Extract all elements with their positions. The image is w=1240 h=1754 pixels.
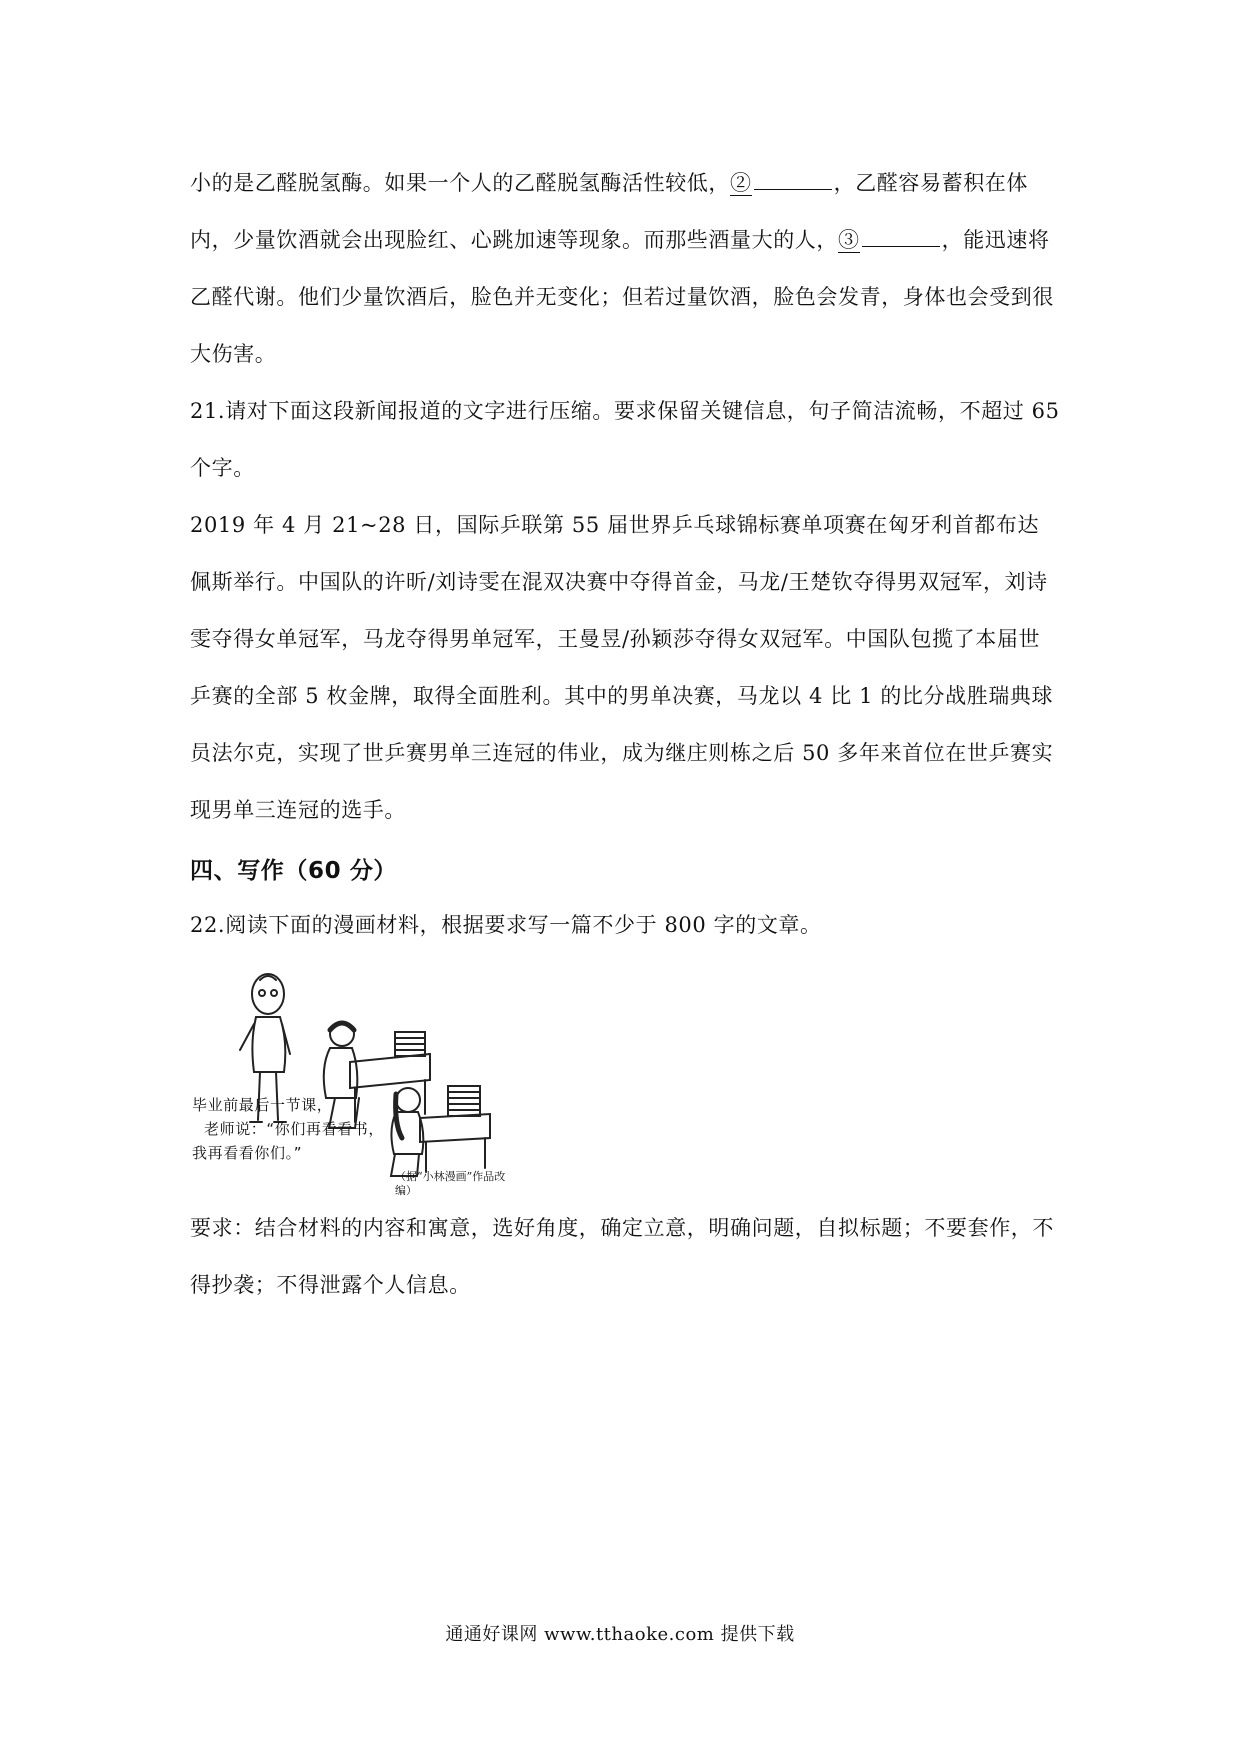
- student-head-right: [396, 1088, 420, 1112]
- cartoon-handwriting-3: 我再看看你们。”: [192, 1144, 303, 1162]
- teacher-body: [252, 1017, 285, 1072]
- fill-blank-2: [754, 165, 832, 190]
- teacher-head: [252, 974, 284, 1014]
- book-stack-left: [395, 1032, 425, 1056]
- section-writing-heading: 四、写作（60 分）: [190, 858, 398, 884]
- cartoon-caption: （据“小林漫画”作品改编）: [395, 1170, 506, 1197]
- cartoon-illustration: [190, 962, 510, 1197]
- desk-right: [420, 1114, 490, 1142]
- paragraph1-part3: ，能迅速将乙醛代谢。他们少量饮酒后，脸色并无变化；但若过量饮酒，脸色会发青，身体也会受到很大伤害。: [190, 228, 1054, 366]
- paragraph1-part2: ，乙醛容易蓄积在体内，少量饮酒就会出现脸红、心跳加速等现象。而那些酒量大的人，: [190, 171, 1029, 252]
- cartoon-handwriting-1: 毕业前最后一节课，: [192, 1096, 333, 1114]
- cartoon-handwriting-2: 老师说：“你们再看看书，: [204, 1120, 384, 1138]
- desk-left: [350, 1054, 430, 1088]
- paragraph1-part1: 小的是乙醛脱氢酶。如果一个人的乙醛脱氢酶活性较低，: [190, 171, 730, 195]
- question-21-passage: 2019 年 4 月 21~28 日，国际乒联第 55 届世界乒乓球锦标赛单项赛在匈牙利首都布达佩斯举行。中国队的许昕/刘诗雯在混双决赛中夺得首金，马龙/王楚钦夺得男双冠军，刘诗雯夺得女单冠军，马龙夺得男单冠军，王曼昱/孙颖莎夺得女双冠军。中国队包揽了本届世乒赛的全部 5 枚金牌，取得全面胜利。其中的男单决赛，马龙以 4 比 1 的比分战胜瑞典球员法尔克，实现了世乒赛男单三连冠的伟业，成为继庄则栋之后 50 多年来首位在世乒赛实现男单三连冠的选手。: [190, 513, 1054, 822]
- blank-marker-2: ②: [730, 171, 752, 195]
- book-stack-right: [448, 1086, 480, 1116]
- page-content: [190, 155, 1060, 1314]
- blank-marker-3: ③: [838, 228, 860, 252]
- paragraph-alcohol-metabolism: [190, 155, 1060, 383]
- cartoon-drawing: [190, 962, 510, 1192]
- question-22-prompt: 22.阅读下面的漫画材料，根据要求写一篇不少于 800 字的文章。: [190, 913, 822, 937]
- page-footer: 通通好课网 www.tthaoke.com 提供下载: [445, 1624, 795, 1645]
- question-22-requirement: 要求：结合材料的内容和寓意，选好角度，确定立意，明确问题，自拟标题；不要套作，不得抄袭；不得泄露个人信息。: [190, 1216, 1054, 1297]
- fill-blank-3: [862, 222, 940, 247]
- question-21-prompt: 21.请对下面这段新闻报道的文字进行压缩。要求保留关键信息，句子简洁流畅，不超过 65 个字。: [190, 399, 1060, 480]
